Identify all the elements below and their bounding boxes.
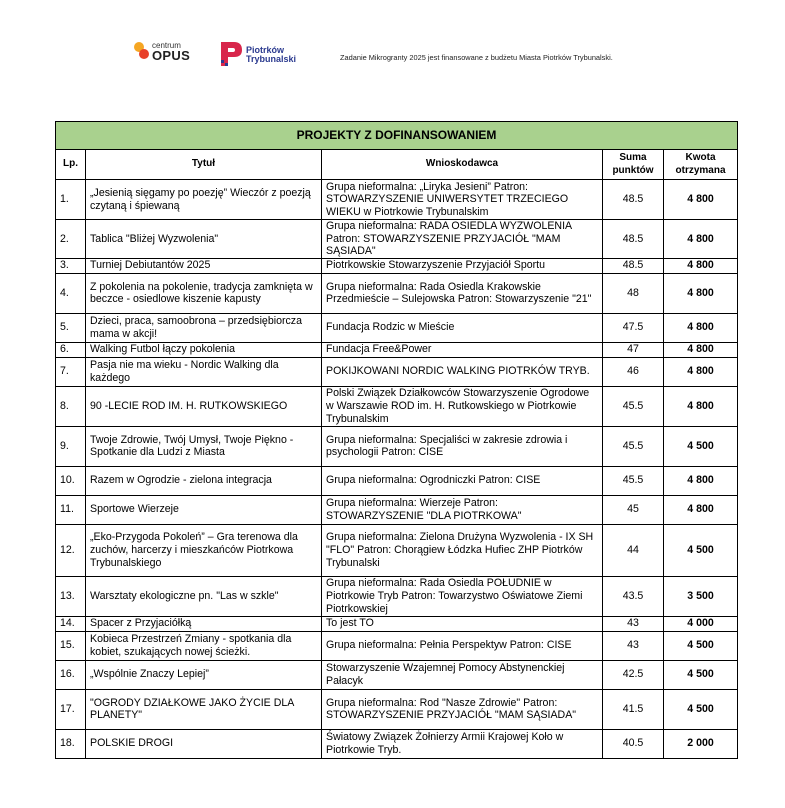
row-points: 43	[603, 631, 664, 660]
table-body	[56, 180, 738, 759]
row-amount: 4 500	[664, 524, 738, 576]
row-points: 46	[603, 357, 664, 386]
table-row	[56, 273, 738, 313]
row-applicant: Grupa nieformalna: Rada Osiedla POŁUDNIE w Piotrkowie Tryb Patron: Towarzystwo Oświatowe Ziemi Piotrkowskiej	[322, 576, 603, 616]
row-amount: 4 000	[664, 616, 738, 631]
column-header-applicant: Wnioskodawca	[322, 150, 603, 180]
row-applicant: Grupa nieformalna: Wierzeje Patron: STOWARZYSZENIE "DLA PIOTRKOWA"	[322, 495, 603, 524]
row-lp: 7.	[56, 357, 86, 386]
row-title: Tablica "Bliżej Wyzwolenia"	[86, 220, 322, 259]
row-amount: 4 500	[664, 689, 738, 729]
table-row	[56, 386, 738, 426]
table-row	[56, 689, 738, 729]
row-points: 43	[603, 616, 664, 631]
column-header-amount: Kwota otrzymana	[664, 150, 738, 180]
row-amount: 4 800	[664, 342, 738, 357]
row-amount: 4 800	[664, 220, 738, 259]
opus-logo-mark-icon	[134, 42, 150, 62]
row-amount: 4 800	[664, 313, 738, 342]
row-lp: 18.	[56, 729, 86, 758]
row-amount: 4 500	[664, 426, 738, 466]
column-header-title: Tytuł	[86, 150, 322, 180]
row-amount: 4 500	[664, 660, 738, 689]
opus-logo-small-text: centrum	[152, 41, 181, 50]
row-lp: 4.	[56, 273, 86, 313]
table-row	[56, 342, 738, 357]
row-title: Razem w Ogrodzie - zielona integracja	[86, 466, 322, 495]
row-title: POLSKIE DROGI	[86, 729, 322, 758]
table-row	[56, 616, 738, 631]
table-row	[56, 426, 738, 466]
row-points: 45.5	[603, 386, 664, 426]
row-title: Dzieci, praca, samoobrona – przedsiębiorcza mama w akcji!	[86, 313, 322, 342]
row-title: Twoje Zdrowie, Twój Umysł, Twoje Piękno - Spotkanie dla Ludzi z Miasta	[86, 426, 322, 466]
table-row	[56, 631, 738, 660]
table-row	[56, 357, 738, 386]
row-points: 47	[603, 342, 664, 357]
row-lp: 15.	[56, 631, 86, 660]
row-points: 43.5	[603, 576, 664, 616]
row-applicant: Grupa nieformalna: „Liryka Jesieni” Patron: STOWARZYSZENIE UNIWERSYTET TRZECIEGO WIEKU w Piotrkowie Trybunalskim	[322, 180, 603, 220]
row-lp: 1.	[56, 180, 86, 220]
table-row	[56, 180, 738, 220]
piotrkow-logo-mark-icon	[218, 40, 244, 68]
row-lp: 10.	[56, 466, 86, 495]
row-title: "OGRODY DZIAŁKOWE JAKO ŻYCIE DLA PLANETY"	[86, 689, 322, 729]
row-applicant: Grupa nieformalna: Rada Osiedla Krakowskie Przedmieście – Sulejowska Patron: Stowarzyszenie "21"	[322, 273, 603, 313]
opus-logo-big-text: OPUS	[152, 48, 191, 63]
row-applicant: Stowarzyszenie Wzajemnej Pomocy Abstynenckiej Pałacyk	[322, 660, 603, 689]
row-applicant: Grupa nieformalna: RADA OSIEDLA WYZWOLENIA Patron: STOWARZYSZENIE PRZYJACIÓŁ "MAM SĄSIADA"	[322, 220, 603, 259]
row-title: Warsztaty ekologiczne pn. "Las w szkle"	[86, 576, 322, 616]
row-points: 48.5	[603, 220, 664, 259]
row-lp: 8.	[56, 386, 86, 426]
row-points: 45.5	[603, 466, 664, 495]
row-amount: 3 500	[664, 576, 738, 616]
table-row	[56, 220, 738, 259]
row-title: Z pokolenia na pokolenie, tradycja zamknięta w beczce - osiedlowe kiszenie kapusty	[86, 273, 322, 313]
table-header-row	[56, 150, 738, 180]
row-lp: 5.	[56, 313, 86, 342]
row-amount: 4 800	[664, 386, 738, 426]
row-points: 42.5	[603, 660, 664, 689]
table-row	[56, 660, 738, 689]
column-header-lp: Lp.	[56, 150, 86, 180]
piotrkow-logo	[218, 40, 318, 68]
row-applicant: To jest TO	[322, 616, 603, 631]
table-row	[56, 258, 738, 273]
row-points: 44	[603, 524, 664, 576]
row-applicant: Fundacja Rodzic w Mieście	[322, 313, 603, 342]
row-lp: 3.	[56, 258, 86, 273]
row-title: Sportowe Wierzeje	[86, 495, 322, 524]
column-header-points: Suma punktów	[603, 150, 664, 180]
row-applicant: Grupa nieformalna: Zielona Drużyna Wyzwolenia - IX SH "FLO" Patron: Chorągiew Łódzka Hufiec ZHP Piotrków Trybunalski	[322, 524, 603, 576]
row-applicant: Piotrkowskie Stowarzyszenie Przyjaciół Sportu	[322, 258, 603, 273]
table-title: PROJEKTY Z DOFINANSOWANIEM	[56, 122, 738, 150]
row-lp: 16.	[56, 660, 86, 689]
funding-note: Zadanie Mikrogranty 2025 jest finansowane z budżetu Miasta Piotrków Trybunalski.	[340, 53, 613, 62]
row-applicant: Grupa nieformalna: Rod "Nasze Zdrowie" Patron: STOWARZYSZENIE PRZYJACIÓŁ "MAM SĄSIADA"	[322, 689, 603, 729]
row-points: 47.5	[603, 313, 664, 342]
row-applicant: Grupa nieformalna: Specjaliści w zakresie zdrowia i psychologii Patron: CISE	[322, 426, 603, 466]
row-points: 48.5	[603, 180, 664, 220]
row-amount: 4 800	[664, 357, 738, 386]
row-amount: 4 800	[664, 258, 738, 273]
row-title: „Eko-Przygoda Pokoleń” – Gra terenowa dla zuchów, harcerzy i mieszkańców Piotrkowa Trybunalskiego	[86, 524, 322, 576]
row-points: 41.5	[603, 689, 664, 729]
table-row	[56, 495, 738, 524]
row-title: Pasja nie ma wieku - Nordic Walking dla każdego	[86, 357, 322, 386]
row-lp: 14.	[56, 616, 86, 631]
document-header	[0, 0, 785, 110]
row-lp: 13.	[56, 576, 86, 616]
row-lp: 6.	[56, 342, 86, 357]
piotrkow-logo-line1: Piotrków	[246, 45, 285, 55]
row-lp: 9.	[56, 426, 86, 466]
row-points: 48.5	[603, 258, 664, 273]
row-points: 48	[603, 273, 664, 313]
table-row	[56, 576, 738, 616]
table-row	[56, 524, 738, 576]
row-amount: 4 800	[664, 273, 738, 313]
row-points: 45	[603, 495, 664, 524]
row-applicant: POKIJKOWANI NORDIC WALKING PIOTRKÓW TRYB.	[322, 357, 603, 386]
row-applicant: Grupa nieformalna: Pełnia Perspektyw Patron: CISE	[322, 631, 603, 660]
row-applicant: Fundacja Free&Power	[322, 342, 603, 357]
row-lp: 11.	[56, 495, 86, 524]
opus-logo	[134, 40, 204, 64]
row-title: Spacer z Przyjaciółką	[86, 616, 322, 631]
row-lp: 17.	[56, 689, 86, 729]
row-title: „Wspólnie Znaczy Lepiej”	[86, 660, 322, 689]
table-row	[56, 466, 738, 495]
row-applicant: Grupa nieformalna: Ogrodniczki Patron: CISE	[322, 466, 603, 495]
row-applicant: Polski Związek Działkowców Stowarzyszenie Ogrodowe w Warszawie ROD im. H. Rutkowskiego w Piotrkowie Trybunalskim	[322, 386, 603, 426]
row-amount: 4 800	[664, 180, 738, 220]
row-title: „Jesienią sięgamy po poezję” Wieczór z poezją czytaną i śpiewaną	[86, 180, 322, 220]
row-lp: 2.	[56, 220, 86, 259]
projects-table	[55, 121, 738, 759]
row-title: 90 -LECIE ROD IM. H. RUTKOWSKIEGO	[86, 386, 322, 426]
row-amount: 2 000	[664, 729, 738, 758]
row-points: 45.5	[603, 426, 664, 466]
row-title: Walking Futbol łączy pokolenia	[86, 342, 322, 357]
row-title: Turniej Debiutantów 2025	[86, 258, 322, 273]
table-row	[56, 729, 738, 758]
row-points: 40.5	[603, 729, 664, 758]
row-amount: 4 800	[664, 466, 738, 495]
row-amount: 4 800	[664, 495, 738, 524]
row-applicant: Światowy Związek Żołnierzy Armii Krajowej Koło w Piotrkowie Tryb.	[322, 729, 603, 758]
table-row	[56, 313, 738, 342]
row-title: Kobieca Przestrzeń Zmiany - spotkania dla kobiet, szukających nowej ścieżki.	[86, 631, 322, 660]
row-lp: 12.	[56, 524, 86, 576]
row-amount: 4 500	[664, 631, 738, 660]
piotrkow-logo-line2: Trybunalski	[246, 54, 297, 64]
